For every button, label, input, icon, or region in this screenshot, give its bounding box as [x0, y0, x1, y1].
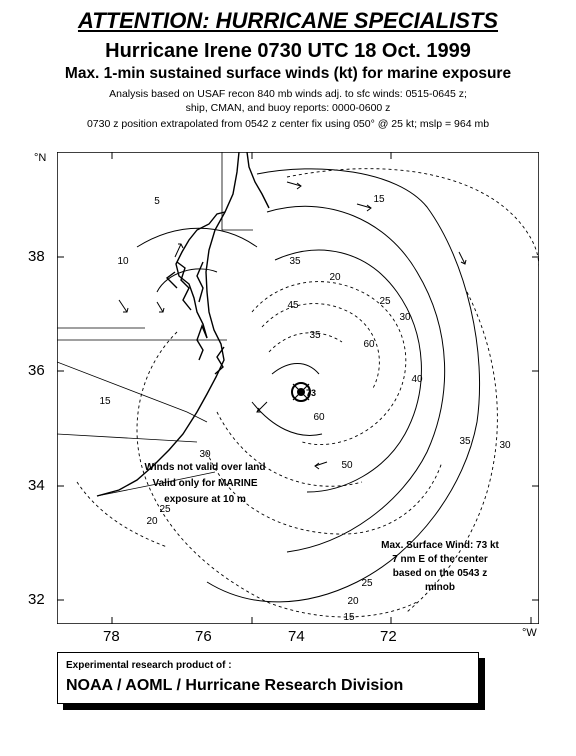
contour-label: 15 — [373, 194, 385, 205]
credit-box — [57, 652, 479, 704]
lat-tick-38: 38 — [28, 248, 45, 265]
lon-tick-76: 76 — [195, 628, 212, 645]
credit-line-2: NOAA / AOML / Hurricane Research Division — [66, 677, 404, 694]
contour-label: 25 — [379, 296, 391, 307]
lat-tick-32: 32 — [28, 591, 45, 608]
contour-label: 25 — [159, 504, 171, 515]
contour-label: 35 — [309, 330, 321, 341]
analysis-note-2: ship, CMAN, and buoy reports: 0000-0600 z — [185, 102, 391, 114]
contour-label: 45 — [287, 300, 299, 311]
analysis-note-1: Analysis based on USAF recon 840 mb winds adj. to sfc winds: 0515-0645 z; — [109, 88, 467, 100]
lon-tick-74: 74 — [288, 628, 305, 645]
contour-label: 15 — [343, 612, 355, 623]
north-label: °N — [34, 152, 47, 164]
lon-tick-72-text: 72 — [380, 628, 397, 645]
map-title: Hurricane Irene 0730 UTC 18 Oct. 1999 — [105, 40, 471, 62]
svg-text:minob: minob — [425, 582, 455, 593]
lat-tick-34: 34 — [28, 477, 45, 494]
contour-label: 20 — [347, 596, 359, 607]
svg-text:7 nm E of the center: 7 nm E of the center — [392, 554, 488, 565]
contour-label: 30 — [499, 440, 511, 451]
center-wind-label: 73 — [305, 388, 317, 398]
contour-label: 30 — [199, 449, 211, 460]
contour-label: 10 — [117, 256, 129, 267]
wind-analysis-map — [57, 152, 539, 624]
svg-text:based on the 0543 z: based on the 0543 z — [392, 568, 488, 579]
contour-label: 40 — [411, 374, 423, 385]
lon-tick-78: 78 — [103, 628, 120, 645]
contour-label: 20 — [146, 516, 158, 527]
svg-text:Winds not valid over land: Winds not valid over land — [144, 462, 266, 473]
contour-label: 35 — [289, 256, 301, 267]
svg-text:exposure at 10 m: exposure at 10 m — [164, 494, 246, 505]
contour-label: 25 — [361, 578, 373, 589]
contour-label: 30 — [399, 312, 411, 323]
west-label: °W — [522, 627, 537, 639]
contour-label: 50 — [341, 460, 353, 471]
analysis-note-3: 0730 z position extrapolated from 0542 z center fix using 050° @ 25 kt; mslp = 964 mb — [86, 118, 490, 130]
svg-text:Valid only for MARINE: Valid only for MARINE — [152, 478, 258, 489]
contour-label: 20 — [329, 272, 341, 283]
lat-tick-36: 36 — [28, 362, 45, 379]
credit-line-1: Experimental research product of : — [66, 660, 232, 671]
attention-heading: ATTENTION: HURRICANE SPECIALISTS — [77, 8, 499, 33]
map-subtitle: Max. 1-min sustained surface winds (kt) for marine exposure — [64, 65, 512, 82]
contour-label: 5 — [154, 196, 160, 207]
contour-label: 60 — [313, 412, 325, 423]
contour-label: 60 — [363, 339, 375, 350]
svg-text:Max. Surface Wind: 73 kt: Max. Surface Wind: 73 kt — [381, 540, 499, 551]
contour-label: 35 — [459, 436, 471, 447]
contour-label: 15 — [99, 396, 111, 407]
